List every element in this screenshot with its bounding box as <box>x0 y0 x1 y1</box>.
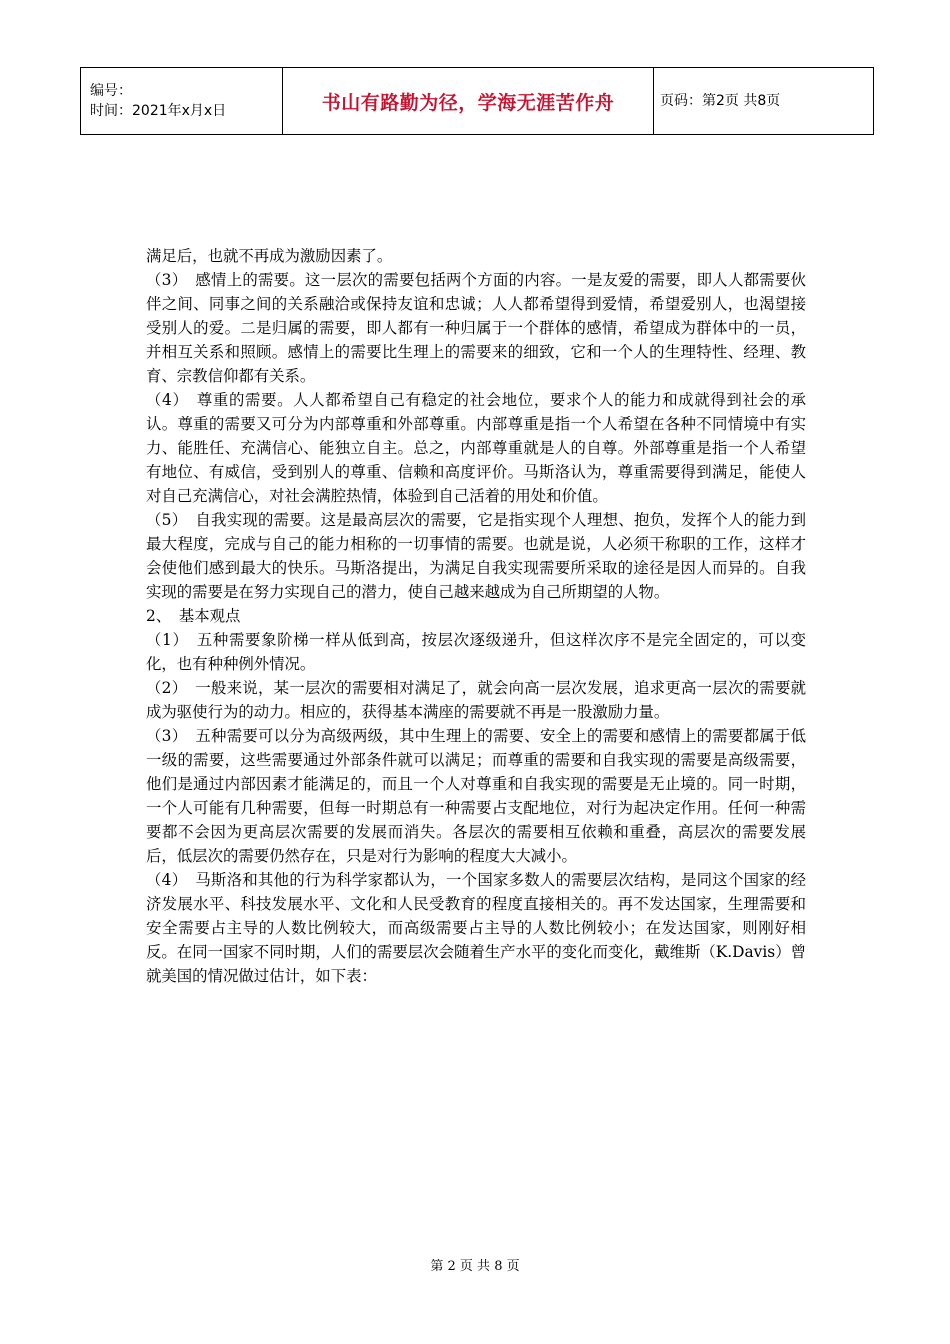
document-number-label: 编号： <box>90 83 132 99</box>
document-time-label: 时间：2021年x月x日 <box>90 103 227 119</box>
paragraph: （1） 五种需要象阶梯一样从低到高，按层次逐级递升，但这样次序不是完全固定的，可以变化，也有种种例外情况。 <box>146 631 806 673</box>
paragraph: （3） 五种需要可以分为高级两级，其中生理上的需要、安全上的需要和感情上的需要都属于低一级的需要，这些需要通过外部条件就可以满足；而尊重的需要和自我实现的需要是高级需要，他们是通过内部因素才能满足的，而且一个人对尊重和自我实现的需要是无止境的。同一时期，一个人可能有几种需要，但每一时期总有一种需要占支配地位，对行为起决定作用。任何一种需要都不会因为更高层次需要的发展而消失。各层次的需要相互依赖和重叠，高层次的需要发展后，低层次的需要仍然存在，只是对行为影响的程度大大减小。 <box>146 727 806 865</box>
paragraph: 满足后，也就不再成为激励因素了。 <box>146 247 393 265</box>
paragraph: （4） 马斯洛和其他的行为科学家都认为，一个国家多数人的需要层次结构，是同这个国家的经济发展水平、科技发展水平、文化和人民受教育的程度直接相关的。再不发达国家，生理需要和安全需要占主导的人数比例较大，而高级需要占主导的人数比例较小；在发达国家，则刚好相反。在同一国家不同时期，人们的需要层次会随着生产水平的变化而变化，戴维斯（K.Davis）曾就美国的情况做过估计，如下表： <box>146 871 806 985</box>
page-footer: 第 2 页 共 8 页 <box>430 1259 520 1274</box>
header-page-label: 页码：第2页 共8页 <box>660 93 781 109</box>
page-header <box>80 67 874 135</box>
paragraph: （5） 自我实现的需要。这是最高层次的需要，它是指实现个人理想、抱负，发挥个人的能力到最大程度，完成与自己的能力相称的一切事情的需要。也就是说，人必须干称职的工作，这样才会使他们感到最大的快乐。马斯洛提出，为满足自我实现需要所采取的途径是因人而异的。自我实现的需要是在努力实现自己的潜力，使自己越来越成为自己所期望的人物。 <box>146 511 806 601</box>
paragraph: （4） 尊重的需要。人人都希望自己有稳定的社会地位，要求个人的能力和成就得到社会的承认。尊重的需要又可分为内部尊重和外部尊重。内部尊重是指一个人希望在各种不同情境中有实力、能胜任、充满信心、能独立自主。总之，内部尊重就是人的自尊。外部尊重是指一个人希望有地位、有威信，受到别人的尊重、信赖和高度评价。马斯洛认为，尊重需要得到满足，能使人对自己充满信心，对社会满腔热情，体验到自己活着的用处和价值。 <box>146 391 806 505</box>
header-meta-cell <box>81 68 283 135</box>
section-heading: 2、 基本观点 <box>146 607 241 625</box>
header-page-cell <box>654 68 874 135</box>
paragraph: （2） 一般来说，某一层次的需要相对满足了，就会向高一层次发展，追求更高一层次的需要就成为驱使行为的动力。相应的，获得基本满座的需要就不再是一股激励力量。 <box>146 679 806 721</box>
header-motto-cell <box>283 68 654 135</box>
paragraph: （3） 感情上的需要。这一层次的需要包括两个方面的内容。一是友爱的需要，即人人都需要伙伴之间、同事之间的关系融洽或保持友谊和忠诚；人人都希望得到爱情，希望爱别人，也渴望接受别人的爱。二是归属的需要，即人都有一种归属于一个群体的感情，希望成为群体中的一员，并相互关系和照顾。感情上的需要比生理上的需要来的细致，它和一个人的生理特性、经理、教育、宗教信仰都有关系。 <box>146 271 806 385</box>
document-body <box>146 244 806 988</box>
header-motto: 书山有路勤为径，学海无涯苦作舟 <box>321 91 615 114</box>
